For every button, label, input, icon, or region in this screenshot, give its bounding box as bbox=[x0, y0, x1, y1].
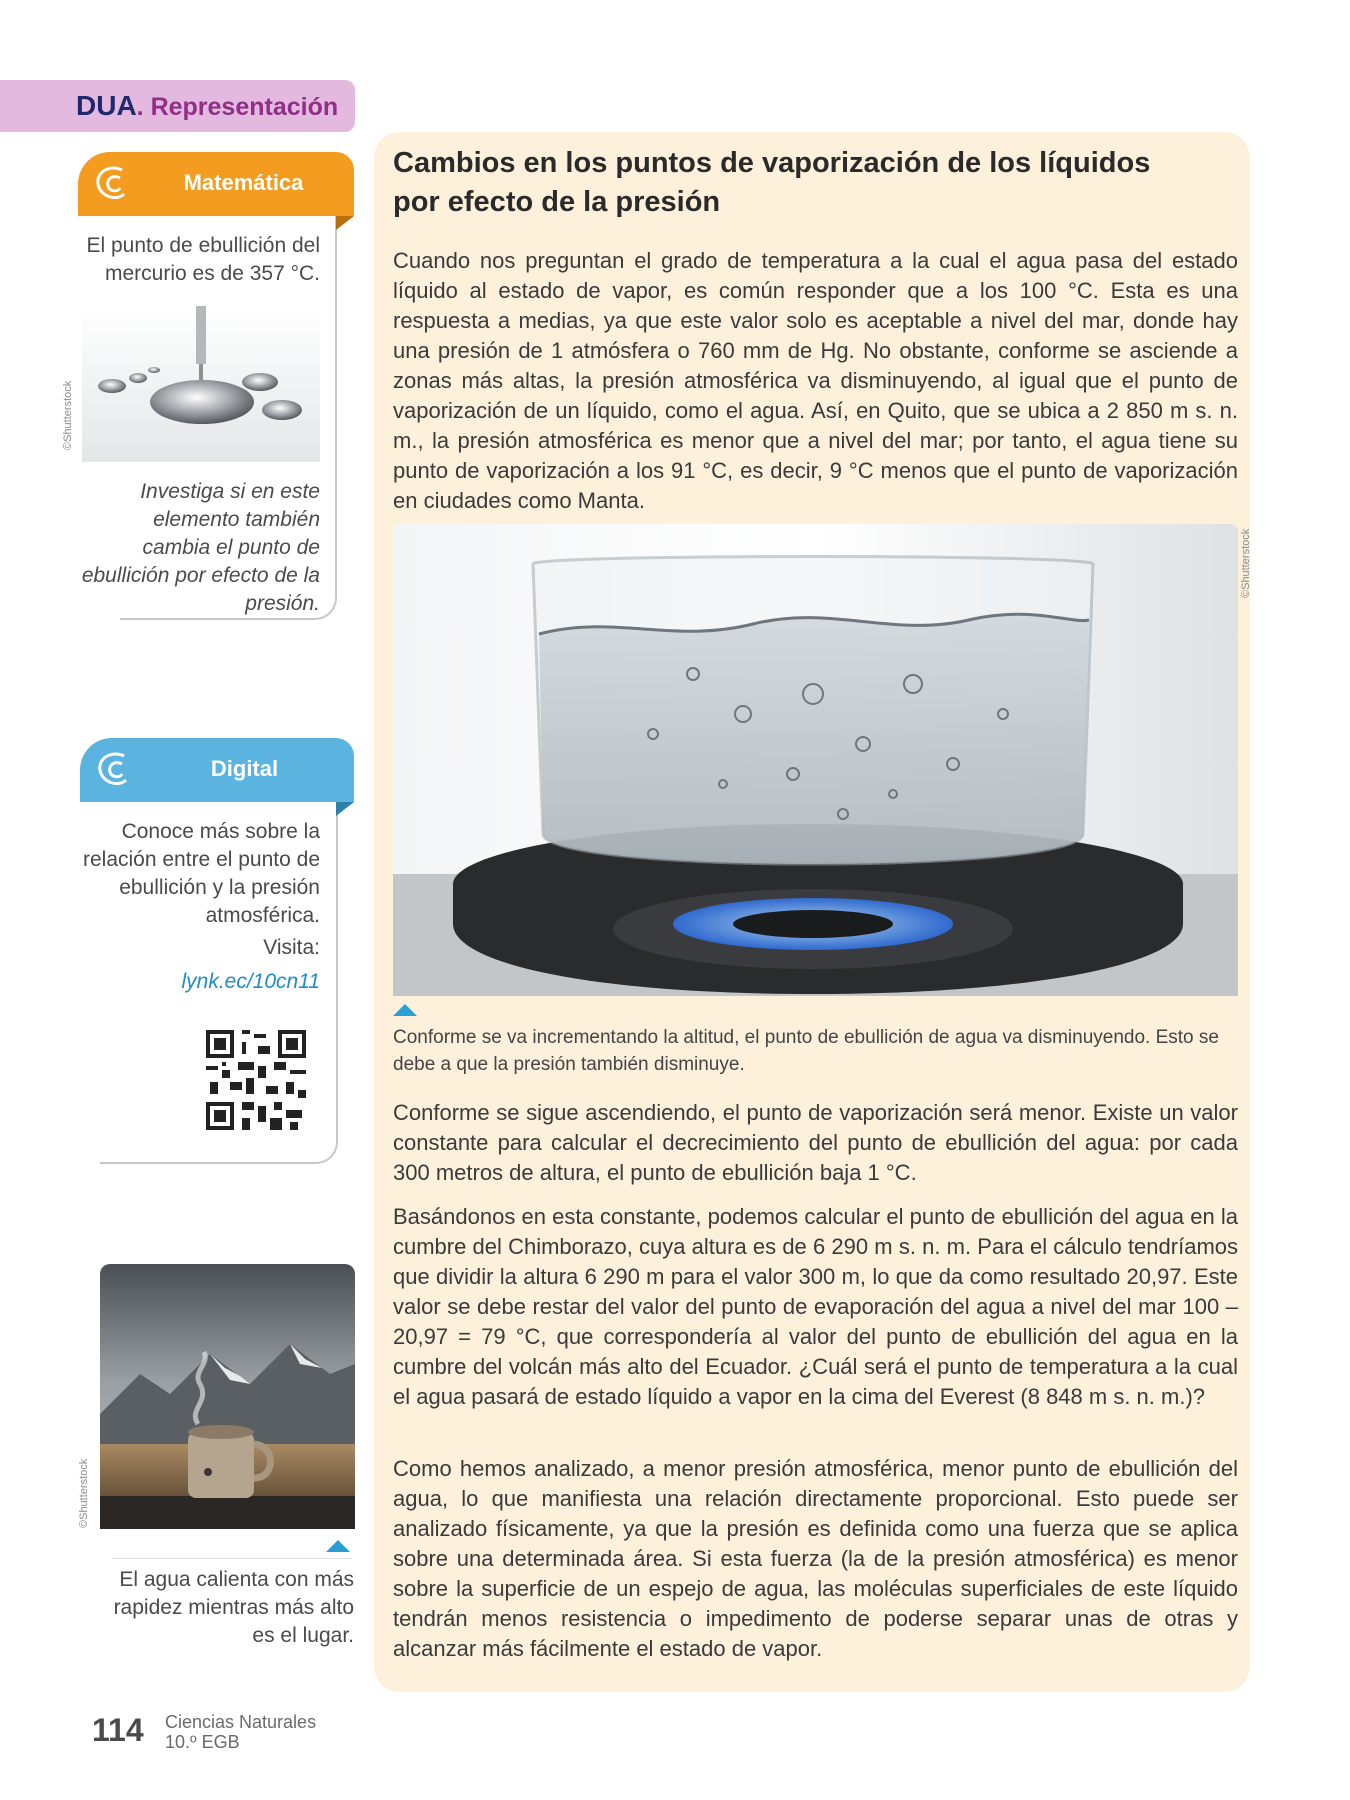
digital-card-text: Conoce más sobre la relación entre el punto de ebullición y la presión atmosférica. bbox=[83, 820, 320, 927]
article-title bbox=[393, 144, 1213, 222]
digital-card-title: Digital bbox=[210, 756, 279, 781]
page-number: 114 bbox=[92, 1712, 144, 1748]
paragraph-1: Cuando nos preguntan el grado de temperatura a la cual el agua pasa del estado líquido al estado de vapor, es común responder que a los 100 °C. Esta es una respuesta a medias, ya que este valor solo es aceptable a nivel del mar, donde hay una presión de 1 atmósfera o 760 mm de Hg. No obstante, conforme se asciende a zonas más altas, la presión atmosférica va disminuyendo, al igual que el punto de vaporización de un líquido, como el agua. Así, en Quito, que se ubica a 2 850 m s. n. m., la presión atmosférica es menor que a nivel del mar; por tanto, el agua tiene su punto de vaporización a los 91 °C, es decir, 9 °C menos que el punto de vaporización en ciudades como Manta. bbox=[393, 248, 1238, 513]
digital-card-tab bbox=[80, 738, 354, 802]
visit-label: Visita: bbox=[263, 936, 320, 959]
dua-prefix: DUA bbox=[76, 90, 137, 121]
mug-caption-divider bbox=[112, 1558, 352, 1559]
pot-caption-marker bbox=[393, 1004, 417, 1016]
mug-photo bbox=[100, 1264, 355, 1529]
pot-photo-caption: Conforme se va incrementando la altitud, el punto de ebullición de agua va disminuyendo. Esto se debe a que la presión también disminuye. bbox=[393, 1027, 1219, 1075]
article-title-line1: Cambios en los puntos de vaporización de los líquidos bbox=[393, 147, 1151, 179]
digital-link[interactable]: lynk.ec/10cn11 bbox=[181, 970, 320, 993]
dua-header bbox=[0, 80, 355, 132]
paragraph-3: Basándonos en esta constante, podemos calcular el punto de ebullición del agua en la cumbre del Chimborazo, cuya altura es de 6 290 m s. n. m. Para el cálculo tendríamos que dividir la altura 6 290 m para el valor 300 m, lo que da como resultado 20,97. Este valor se debe restar del valor del punto de evaporación del agua a nivel del mar 100 – 20,97 = 79 °C, que correspondería al valor del punto de ebullición del agua en la cumbre del volcán más alto del Ecuador. ¿Cuál será el punto de temperatura a la cual el agua pasará de estado líquido a vapor en la cima del Everest (8 848 m s. n. m.)? bbox=[393, 1204, 1238, 1409]
mug-photo-credit: ©Shutterstock bbox=[78, 1458, 90, 1528]
paragraph-2: Conforme se sigue ascendiendo, el punto de vaporización será menor. Existe un valor constante para calcular el decrecimiento del punto de ebullición del agua: por cada 300 metros de altura, el punto de ebullición baja 1 °C. bbox=[393, 1100, 1238, 1185]
mercury-photo-credit: ©Shutterstock bbox=[62, 380, 74, 450]
math-card-question: Investiga si en este elemento también cambia el punto de ebullición por efecto de la presión. bbox=[81, 480, 320, 615]
mug-caption-marker bbox=[326, 1540, 350, 1552]
article-title-line2: por efecto de la presión bbox=[393, 186, 721, 218]
math-card-text: El punto de ebullición del mercurio es de 357 °C. bbox=[86, 234, 320, 285]
boiling-pot-photo bbox=[393, 524, 1238, 996]
math-tab-fold bbox=[336, 216, 354, 230]
qr-code[interactable] bbox=[202, 1026, 310, 1134]
dua-title bbox=[76, 90, 338, 122]
math-card-tab bbox=[78, 152, 354, 216]
footer-subject-block bbox=[165, 1712, 316, 1752]
mercury-photo bbox=[82, 306, 320, 462]
math-card-title: Matemática bbox=[183, 170, 304, 195]
pot-photo-credit: ©Shutterstock bbox=[1240, 528, 1252, 598]
paragraph-4: Como hemos analizado, a menor presión atmosférica, menor punto de ebullición del agua, lo que manifiesta una relación directamente proporcional. Esto puede ser analizado físicamente, ya que la presión es definida como una fuerza que se aplica sobre una determinada área. Si esta fuerza (la de la presión atmosférica) es menor sobre la superficie de un espejo de agua, las moléculas superficiales de este líquido tendrán menos resistencia o impedimento de poderse separar unas de otras y alcanzar más fácilmente el estado de vapor. bbox=[393, 1456, 1238, 1661]
digital-tab-fold bbox=[336, 802, 354, 816]
footer-subject: Ciencias Naturales bbox=[165, 1712, 317, 1732]
mug-caption: El agua calienta con más rapidez mientras más alto es el lugar. bbox=[113, 1568, 354, 1647]
footer-grade: 10.º EGB bbox=[165, 1732, 240, 1752]
dua-label: . Representación bbox=[136, 93, 339, 121]
